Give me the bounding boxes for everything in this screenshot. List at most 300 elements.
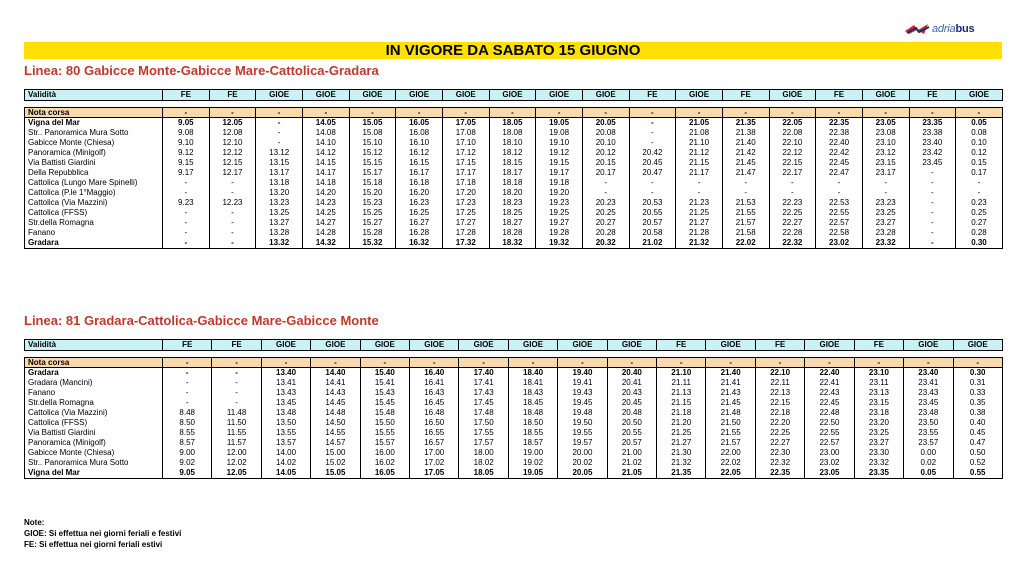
time-cell: 21.40 [706,368,755,379]
time-cell: 19.00 [508,448,557,458]
time-cell: 21.32 [676,238,723,249]
time-cell: 14.57 [311,438,360,448]
time-cell: - [360,358,409,368]
time-cell: 23.18 [854,408,903,418]
timetable-row [25,468,1003,479]
time-cell: 15.23 [349,198,396,208]
time-cell: 19.25 [536,208,583,218]
time-cell: 11.50 [212,418,261,428]
time-cell: GIOE [607,340,656,351]
time-cell: 0.31 [953,378,1002,388]
note-fe: FE: Si effettua nei giorni feriali estivi [24,540,163,549]
line-81-title: Linea: 81 Gradara-Cattolica-Gabicce Mare-Gabicce Monte [24,313,379,328]
time-cell: 16.10 [396,138,443,148]
time-cell: 21.38 [722,128,769,138]
time-cell: 20.02 [558,458,607,468]
time-cell: 15.57 [360,438,409,448]
time-cell: 21.00 [607,448,656,458]
time-cell: 22.43 [805,388,854,398]
row-label-cell: Gradara [25,368,163,379]
time-cell: 19.05 [508,468,557,479]
time-cell: 0.12 [956,148,1003,158]
time-cell: 18.23 [489,198,536,208]
time-cell: 19.17 [536,168,583,178]
time-cell: 13.20 [256,188,303,198]
time-cell: 17.43 [459,388,508,398]
timetable-row [25,448,1003,458]
time-cell: 22.18 [755,408,804,418]
time-cell: 15.55 [360,428,409,438]
timetable-row [25,198,1003,208]
time-cell: 0.17 [956,168,1003,178]
time-cell: 22.38 [816,128,863,138]
time-cell: 19.32 [536,238,583,249]
time-cell: 15.12 [349,148,396,158]
time-cell: 9.10 [163,138,210,148]
time-cell: 16.05 [396,118,443,129]
time-cell: 23.45 [904,398,953,408]
time-cell: 16.20 [396,188,443,198]
time-cell: 13.43 [261,388,310,398]
time-cell: - [261,358,310,368]
time-cell: 23.35 [909,118,956,129]
time-cell: - [459,358,508,368]
time-cell: 21.57 [706,438,755,448]
time-cell: 22.55 [816,208,863,218]
time-cell: 14.18 [302,178,349,188]
time-cell: 21.10 [657,368,706,379]
time-cell: 13.28 [256,228,303,238]
time-cell: 21.05 [676,118,723,129]
time-cell: - [629,188,676,198]
time-cell: 21.15 [676,158,723,168]
time-cell: 17.17 [442,168,489,178]
time-cell: 20.45 [607,398,656,408]
time-cell: - [909,188,956,198]
time-cell: - [629,118,676,129]
row-label-cell: Fanano [25,228,163,238]
time-cell: GIOE [582,90,629,101]
time-cell: 21.27 [657,438,706,448]
note-gioe: GIOE: Si effettua nei giorni feriali e festivi [24,529,182,538]
time-cell: 17.15 [442,158,489,168]
time-cell: - [706,358,755,368]
time-cell: 16.57 [410,438,459,448]
time-cell: 12.17 [209,168,256,178]
time-cell: 18.17 [489,168,536,178]
time-cell: - [163,108,210,118]
time-cell: GIOE [805,340,854,351]
time-cell: 17.20 [442,188,489,198]
time-cell: 23.42 [909,148,956,158]
time-cell: 14.00 [261,448,310,458]
time-cell: 22.27 [755,438,804,448]
time-cell: GIOE [311,340,360,351]
time-cell: 13.55 [261,428,310,438]
time-cell: - [862,178,909,188]
time-cell: GIOE [256,90,303,101]
time-cell: FE [816,90,863,101]
timetable-row [25,138,1003,148]
time-cell: 21.11 [657,378,706,388]
time-cell: GIOE [302,90,349,101]
timetable-row [25,458,1003,468]
time-cell: 13.25 [256,208,303,218]
time-cell: 21.50 [706,418,755,428]
notes-title: Note: [24,518,45,527]
time-cell: 21.13 [657,388,706,398]
time-cell: - [558,358,607,368]
time-cell: 13.17 [256,168,303,178]
time-cell: 21.20 [657,418,706,428]
time-cell: - [410,358,459,368]
time-cell: 20.28 [582,228,629,238]
time-cell: 21.25 [676,208,723,218]
time-cell: 21.02 [607,458,656,468]
time-cell: 0.52 [953,458,1002,468]
time-cell: 0.08 [956,128,1003,138]
time-cell: 14.55 [311,428,360,438]
time-cell: 14.48 [311,408,360,418]
time-cell: 20.17 [582,168,629,178]
time-cell: 22.32 [755,458,804,468]
row-label-cell: Validità [25,90,163,101]
time-cell: - [909,208,956,218]
time-cell: 22.45 [805,398,854,408]
time-cell: 12.05 [212,468,261,479]
time-cell: 23.32 [862,238,909,249]
time-cell: - [816,188,863,198]
time-cell: 18.48 [508,408,557,418]
time-cell: 23.41 [904,378,953,388]
time-cell: - [163,208,210,218]
time-cell: 22.08 [769,128,816,138]
time-cell: 15.40 [360,368,409,379]
time-cell: 0.28 [956,228,1003,238]
spacer-cell [25,101,1003,108]
time-cell: - [909,168,956,178]
time-cell: 12.05 [209,118,256,129]
time-cell: 15.45 [360,398,409,408]
time-cell: 22.57 [805,438,854,448]
time-cell: 20.12 [582,148,629,158]
time-cell: 13.15 [256,158,303,168]
time-cell: 22.35 [816,118,863,129]
time-cell: 17.05 [442,118,489,129]
time-cell: 15.43 [360,388,409,398]
time-cell: - [676,188,723,198]
time-cell: 20.05 [558,468,607,479]
time-cell: 23.32 [854,458,903,468]
time-cell: 19.40 [558,368,607,379]
time-cell: - [349,108,396,118]
time-cell: 19.08 [536,128,583,138]
time-cell: 22.20 [755,418,804,428]
spacer-row [25,351,1003,358]
time-cell: 16.28 [396,228,443,238]
time-cell: - [256,128,303,138]
time-cell: 20.41 [607,378,656,388]
time-cell: 21.32 [657,458,706,468]
time-cell: FE [163,340,212,351]
time-cell: 22.25 [755,428,804,438]
row-label-cell: Gradara [25,238,163,249]
time-cell: 12.12 [209,148,256,158]
time-cell: FE [755,340,804,351]
time-cell: 0.47 [953,438,1002,448]
time-cell: 22.48 [805,408,854,418]
time-cell: FE [212,340,261,351]
time-cell: 14.20 [302,188,349,198]
time-cell: GIOE [769,90,816,101]
time-cell: 0.45 [953,428,1002,438]
time-cell: 22.13 [755,388,804,398]
time-cell: 16.12 [396,148,443,158]
time-cell: 14.40 [311,368,360,379]
time-cell: 17.28 [442,228,489,238]
time-cell: 22.05 [769,118,816,129]
time-cell: 15.08 [349,128,396,138]
time-cell: - [607,358,656,368]
timetable-row [25,438,1003,448]
time-cell: 18.08 [489,128,536,138]
time-cell: 20.48 [607,408,656,418]
time-cell: 21.18 [657,408,706,418]
time-cell: - [311,358,360,368]
time-cell: - [956,108,1003,118]
time-cell: 17.02 [410,458,459,468]
timetable-row [25,378,1003,388]
time-cell: 17.48 [459,408,508,418]
row-label-cell: Panoramica (Minigolf) [25,148,163,158]
time-cell: 15.10 [349,138,396,148]
time-cell: 16.55 [410,428,459,438]
time-cell: 9.05 [163,468,212,479]
time-cell: - [755,358,804,368]
time-cell: 20.55 [607,428,656,438]
time-cell: 9.02 [163,458,212,468]
time-cell: 13.40 [261,368,310,379]
time-cell: 15.48 [360,408,409,418]
time-cell: 22.15 [769,158,816,168]
timetable-row [25,218,1003,228]
time-cell: 21.12 [676,148,723,158]
time-cell: - [909,108,956,118]
time-cell: 20.10 [582,138,629,148]
time-cell: FE [909,90,956,101]
time-cell: 16.43 [410,388,459,398]
time-cell: - [442,108,489,118]
time-cell: 21.41 [706,378,755,388]
time-cell: 13.32 [256,238,303,249]
time-cell: 8.57 [163,438,212,448]
time-cell: 17.05 [410,468,459,479]
time-cell: 20.42 [629,148,676,158]
time-cell: 14.41 [311,378,360,388]
time-cell: 22.02 [722,238,769,249]
time-cell: 22.42 [816,148,863,158]
time-cell: GIOE [706,340,755,351]
time-cell: 12.10 [209,138,256,148]
time-cell: 20.47 [629,168,676,178]
time-cell: 22.32 [769,238,816,249]
time-cell: 0.27 [956,218,1003,228]
row-label-cell: Str.. Panoramica Mura Sotto [25,128,163,138]
time-cell: 23.55 [904,428,953,438]
nota-corsa-row [25,108,1003,118]
time-cell: 16.32 [396,238,443,249]
time-cell: 18.27 [489,218,536,228]
row-label-cell: Vigna del Mar [25,118,163,129]
time-cell: 23.28 [862,228,909,238]
time-cell: 23.40 [904,368,953,379]
time-cell: 22.11 [755,378,804,388]
time-cell: 23.43 [904,388,953,398]
time-cell: 20.57 [629,218,676,228]
time-cell: 20.00 [558,448,607,458]
time-cell: 22.58 [816,228,863,238]
time-cell: 23.05 [862,118,909,129]
time-cell: GIOE [956,90,1003,101]
time-cell: 20.32 [582,238,629,249]
row-label-cell: Str.della Romagna [25,218,163,228]
time-cell: 18.32 [489,238,536,249]
row-label-cell: Via Battisti Giardini [25,428,163,438]
time-cell: GIOE [489,90,536,101]
row-label-cell: Nota corsa [25,358,163,368]
time-cell: 18.15 [489,158,536,168]
time-cell: 12.15 [209,158,256,168]
time-cell: 18.43 [508,388,557,398]
time-cell: - [769,108,816,118]
time-cell: 9.05 [163,118,210,129]
time-cell: 12.08 [209,128,256,138]
time-cell: 21.05 [607,468,656,479]
row-label-cell: Gabicce Monte (Chiesa) [25,448,163,458]
time-cell: 13.48 [261,408,310,418]
time-cell: 23.57 [904,438,953,448]
row-label-cell: Cattolica (Via Mazzini) [25,198,163,208]
time-cell: 23.13 [854,388,903,398]
time-cell: 16.18 [396,178,443,188]
time-cell: 19.23 [536,198,583,208]
time-cell: 23.30 [854,448,903,458]
time-cell: 0.25 [956,208,1003,218]
time-cell: GIOE [459,340,508,351]
time-cell: 16.15 [396,158,443,168]
time-cell: 0.50 [953,448,1002,458]
row-label-cell: Cattolica (FFSS) [25,418,163,428]
time-cell: - [909,198,956,208]
time-cell: 21.27 [676,218,723,228]
time-cell: 20.58 [629,228,676,238]
time-cell: 22.27 [769,218,816,228]
time-cell: 21.15 [657,398,706,408]
row-label-cell: Validità [25,340,163,351]
time-cell: - [629,138,676,148]
time-cell: 14.15 [302,158,349,168]
row-label-cell: Fanano [25,388,163,398]
time-cell: 22.28 [769,228,816,238]
time-cell: 17.23 [442,198,489,208]
time-cell: FE [163,90,210,101]
time-cell: GIOE [410,340,459,351]
time-cell: 19.18 [536,178,583,188]
time-cell: 19.41 [558,378,607,388]
time-cell: 21.45 [722,158,769,168]
time-cell: 19.57 [558,438,607,448]
time-cell: 0.38 [953,408,1002,418]
time-cell: 20.55 [629,208,676,218]
row-label-cell: Nota corsa [25,108,163,118]
time-cell: 15.50 [360,418,409,428]
time-cell: GIOE [904,340,953,351]
time-cell: 15.05 [349,118,396,129]
time-cell: 15.27 [349,218,396,228]
time-cell: 18.05 [489,118,536,129]
time-cell: 15.41 [360,378,409,388]
time-cell: 19.43 [558,388,607,398]
time-cell: GIOE [953,340,1002,351]
row-label-cell: Panoramica (Minigolf) [25,438,163,448]
time-cell: GIOE [442,90,489,101]
row-label-cell: Cattolica (Lungo Mare Spinelli) [25,178,163,188]
time-cell: 23.12 [862,148,909,158]
line-81-timetable [24,339,1003,479]
time-cell: 21.35 [657,468,706,479]
time-cell: 20.40 [607,368,656,379]
line-80-timetable [24,89,1003,249]
time-cell: - [256,108,303,118]
timetable-row [25,428,1003,438]
time-cell: 17.57 [459,438,508,448]
time-cell: 16.48 [410,408,459,418]
notes-block [24,517,181,550]
timetable-row [25,388,1003,398]
time-cell: - [629,178,676,188]
time-cell: 18.20 [489,188,536,198]
time-cell: 21.43 [706,388,755,398]
time-cell: GIOE [536,90,583,101]
time-cell: 14.28 [302,228,349,238]
time-cell: 19.28 [536,228,583,238]
timetable-row [25,418,1003,428]
time-cell: 20.53 [629,198,676,208]
time-cell: 21.08 [676,128,723,138]
time-cell: 20.57 [607,438,656,448]
time-cell: 14.25 [302,208,349,218]
time-cell: 22.23 [769,198,816,208]
time-cell: GIOE [396,90,443,101]
time-cell: - [909,218,956,228]
row-label-cell: Cattolica (FFSS) [25,208,163,218]
time-cell: GIOE [508,340,557,351]
time-cell: 18.41 [508,378,557,388]
time-cell: 23.00 [805,448,854,458]
time-cell: 14.12 [302,148,349,158]
time-cell: 12.00 [212,448,261,458]
time-cell: 15.00 [311,448,360,458]
time-cell: - [489,108,536,118]
timetable-row [25,128,1003,138]
time-cell: 15.02 [311,458,360,468]
time-cell: 22.02 [706,458,755,468]
time-cell: 17.12 [442,148,489,158]
time-cell: 16.50 [410,418,459,428]
time-cell: 16.45 [410,398,459,408]
time-cell: 23.40 [909,138,956,148]
time-cell: 0.40 [953,418,1002,428]
